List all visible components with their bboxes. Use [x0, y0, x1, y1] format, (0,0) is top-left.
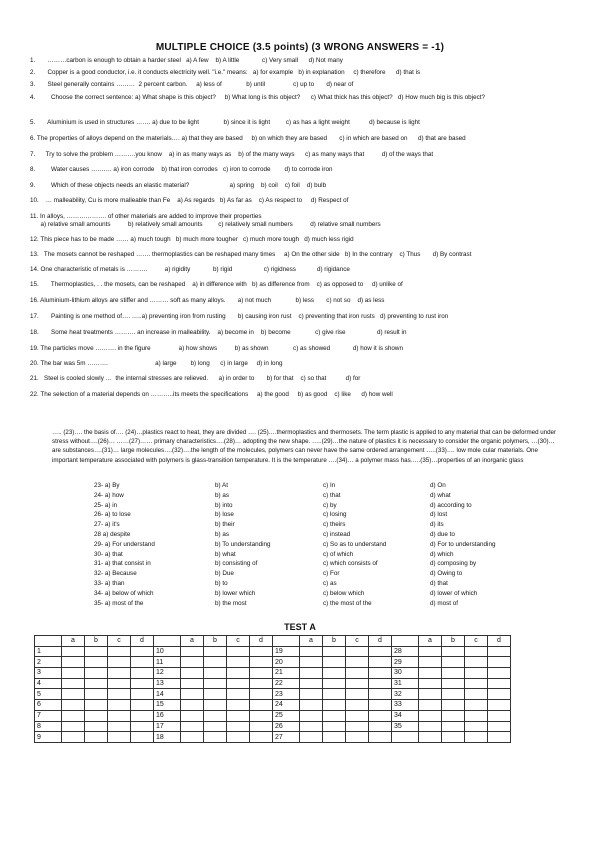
answer-row — [35, 646, 511, 657]
answer-cell-b[interactable] — [85, 732, 108, 743]
question-19: 19. The particles move ………. in the figure a) how shows b) as shown c) as showed d) how it is shown — [30, 345, 403, 352]
answer-sheet-table — [34, 635, 511, 743]
answer-cell-b[interactable] — [442, 710, 465, 721]
answer-cell-c[interactable] — [227, 689, 250, 700]
option-33-c: c) as — [323, 579, 337, 587]
answer-cell-b[interactable] — [442, 668, 465, 679]
question-number-cell: 15 — [154, 700, 181, 711]
question-number-cell: 34 — [392, 710, 419, 721]
answer-cell-c[interactable] — [346, 657, 369, 668]
question-number-cell — [392, 732, 419, 743]
option-23-c: c) In — [323, 482, 336, 489]
answer-cell-a[interactable] — [419, 700, 442, 711]
option-35-a: 35- a) most of the — [94, 599, 144, 607]
question-2: 2. Copper is a good conductor, i.e. it conducts electricity well. "i.e." means: a) for example b) in explanation c) therefore d) that is — [30, 69, 421, 76]
answer-row — [35, 668, 511, 679]
answer-cell-a[interactable] — [300, 678, 323, 689]
answer-cell-b[interactable] — [204, 700, 227, 711]
header-cell-c: c — [346, 636, 369, 647]
answer-cell-a[interactable] — [181, 668, 204, 679]
answer-cell-c[interactable] — [465, 732, 488, 743]
page-title: MULTIPLE CHOICE (3.5 points) (3 WRONG ANSWERS = -1) — [155, 42, 445, 53]
question-number-cell: 11 — [154, 657, 181, 668]
question-3: 3. Steel generally contains ……… 2 percent carbon. a) less of b) until c) up to d) near of — [30, 81, 354, 88]
question-number-cell: 28 — [392, 646, 419, 657]
header-cell-a: a — [62, 636, 85, 647]
answer-cell-c[interactable] — [108, 689, 131, 700]
option-24-b: b) as — [215, 491, 229, 499]
answer-cell-a[interactable] — [62, 710, 85, 721]
answer-cell-c[interactable] — [346, 700, 369, 711]
answer-cell-c[interactable] — [108, 710, 131, 721]
question-12: 12. This piece has to be made …… a) much tough b) much more tougher c) much more tough d) much less rigid — [30, 236, 354, 243]
answer-cell-b[interactable] — [85, 689, 108, 700]
question-number-cell: 32 — [392, 689, 419, 700]
answer-cell-d[interactable] — [131, 646, 154, 657]
cloze-passage: ….. (23)…. the basis of…. (24)…plastics react to heat, they are divided …. (25)….thermoplastics and thermosets. The term plastic is applied to any material that can be deformed under stress without….(26)… ……(27)…… primary characteristics….(28)… adopting the new shape. …..(29)…the nature of plastics it is necessary to consider the organic polymers, …(30)… are substances….(31)… large molecules….(32)….the length of the molecules, polymers can never have the same ordered arrangement …..(33)…. low mole cular materials. One important temperature associated with polymers is glass-transition temperature. It is the temperature ….(34)… a polymer mass has…..(35)…properties of an inorganic glass — [52, 429, 557, 464]
question-number-cell: 29 — [392, 657, 419, 668]
option-34-a: 34- a) below of which — [94, 589, 154, 597]
answer-cell-c[interactable] — [346, 710, 369, 721]
option-25-a: 25- a) in — [94, 501, 118, 509]
answer-cell-d[interactable] — [369, 668, 392, 679]
header-cell-a: a — [300, 636, 323, 647]
question-number-cell: 20 — [273, 657, 300, 668]
option-34-c: c) below which — [323, 589, 365, 597]
answer-cell-c[interactable] — [227, 646, 250, 657]
options-column-c — [323, 481, 386, 608]
option-28-d: d) due to — [430, 530, 455, 538]
answer-cell-a[interactable] — [181, 689, 204, 700]
question-22: 22. The selection of a material depends on ………..its meets the specifications a) the good b) as good c) like d) how well — [30, 391, 393, 398]
option-30-d: d) which — [430, 550, 454, 558]
answer-cell-b[interactable] — [204, 657, 227, 668]
question-number-cell: 18 — [154, 732, 181, 743]
answer-cell-d[interactable] — [131, 700, 154, 711]
answer-header-row — [35, 636, 511, 647]
question-number-cell: 9 — [35, 732, 62, 743]
option-28-c: c) instead — [323, 530, 351, 538]
answer-cell-a[interactable] — [300, 646, 323, 657]
answer-cell-a[interactable] — [181, 657, 204, 668]
answer-cell-c[interactable] — [465, 678, 488, 689]
option-26-c: c) losing — [323, 511, 347, 519]
question-7: 7. Try to solve the problem ……….you know a) in as many ways as b) of the many ways c) as many ways that d) of the ways that — [30, 151, 434, 158]
answer-cell-c[interactable] — [465, 668, 488, 679]
question-17: 17. Painting is one method of…. …..a) preventing iron from rusting b) causing iron rust c) preventing that iron rusts d) preventing to rust iron — [30, 313, 449, 320]
answer-cell-d[interactable] — [488, 732, 511, 743]
question-1: 1. ………carbon is enough to obtain a harder steel a) A few b) A little c) Very small d) Not many — [30, 57, 343, 64]
answer-cell-b[interactable] — [442, 700, 465, 711]
answer-cell-d[interactable] — [369, 689, 392, 700]
option-31-c: c) which consists of — [323, 560, 378, 568]
question-13: 13. The mosets cannot be reshaped ……. thermoplastics can be reshaped many times a) On the other side b) In the contrary c) Thus d) By contrast — [30, 251, 472, 258]
option-23-b: b) At — [215, 482, 228, 489]
answer-cell-b[interactable] — [323, 689, 346, 700]
answer-cell-a[interactable] — [300, 668, 323, 679]
answer-cell-b[interactable] — [204, 710, 227, 721]
option-34-b: b) lower which — [215, 589, 256, 597]
question-20: 20. The bar was 5m ………. a) large b) long c) in large d) in long — [30, 360, 283, 367]
answer-cell-d[interactable] — [250, 657, 273, 668]
answer-cell-a[interactable] — [300, 657, 323, 668]
answer-cell-b[interactable] — [204, 668, 227, 679]
answer-cell-a[interactable] — [181, 700, 204, 711]
question-21: 21. Steel is cooled slowly … the internal stresses are relieved. a) in order to b) for that c) so that d) for — [30, 375, 361, 382]
question-number-cell: 12 — [154, 668, 181, 679]
option-24-a: 24- a) how — [94, 491, 124, 499]
question-number-cell: 26 — [273, 721, 300, 732]
answer-cell-d[interactable] — [131, 668, 154, 679]
option-28-a: 28 a) despite — [94, 530, 131, 538]
answer-cell-b[interactable] — [85, 646, 108, 657]
header-cell-d: d — [131, 636, 154, 647]
answer-cell-a[interactable] — [181, 721, 204, 732]
option-25-d: d) according to — [430, 501, 472, 509]
answer-cell-c[interactable] — [108, 657, 131, 668]
answer-cell-d[interactable] — [369, 646, 392, 657]
answer-cell-d[interactable] — [369, 721, 392, 732]
answer-cell-d[interactable] — [131, 678, 154, 689]
option-35-c: c) the most of the — [323, 599, 372, 607]
question-4: 4. Choose the correct sentence: a) What shape is this object? b) What long is this object? c) What thick has this object? d) How much big is this object? — [30, 94, 485, 101]
question-number-cell: 21 — [273, 668, 300, 679]
answer-cell-c[interactable] — [346, 678, 369, 689]
question-number-cell: 35 — [392, 721, 419, 732]
answer-cell-b[interactable] — [85, 700, 108, 711]
answer-cell-c[interactable] — [227, 678, 250, 689]
answer-cell-c[interactable] — [108, 732, 131, 743]
option-29-b: b) To understanding — [215, 540, 271, 548]
option-25-b: b) into — [215, 501, 233, 509]
option-27-a: 27- a) it's — [94, 521, 120, 529]
option-35-b: b) the most — [215, 599, 247, 607]
option-24-c: c) that — [323, 491, 341, 499]
answer-cell-a[interactable] — [419, 689, 442, 700]
option-31-a: 31- a) that consist in — [94, 560, 151, 568]
question-number-cell: 16 — [154, 710, 181, 721]
answer-cell-b[interactable] — [204, 721, 227, 732]
answer-cell-d[interactable] — [250, 678, 273, 689]
question-14: 14. One characteristic of metals is ………. a) rigidity b) rigid c) rigidness d) rigidance — [30, 266, 350, 273]
answer-cell-d[interactable] — [488, 710, 511, 721]
option-31-b: b) consisting of — [215, 560, 258, 568]
answer-cell-a[interactable] — [62, 657, 85, 668]
answer-cell-c[interactable] — [108, 678, 131, 689]
option-32-a: 32- a) Because — [94, 570, 137, 578]
option-33-a: 33- a) than — [94, 579, 125, 587]
question-number-cell: 4 — [35, 678, 62, 689]
question-number-cell: 2 — [35, 657, 62, 668]
question-number-cell: 14 — [154, 689, 181, 700]
answer-cell-b[interactable] — [85, 721, 108, 732]
question-8: 8. Water causes ………. a) iron corrode b) that iron corrodes c) iron to corrode d) to corrode iron — [30, 166, 333, 173]
question-number-cell: 5 — [35, 689, 62, 700]
answer-cell-a[interactable] — [181, 710, 204, 721]
option-29-d: d) For to understanding — [430, 540, 496, 548]
question-6: 6. The properties of alloys depend on the materials…. a) that they are based b) on which they are based c) in which are based on d) that are based — [30, 135, 466, 142]
answer-row — [35, 689, 511, 700]
header-blank-cell — [35, 636, 62, 647]
option-29-a: 29- a) For understand — [94, 540, 155, 548]
answer-cell-b[interactable] — [85, 678, 108, 689]
question-number-cell: 30 — [392, 668, 419, 679]
answer-cell-a[interactable] — [419, 732, 442, 743]
answer-cell-d[interactable] — [131, 689, 154, 700]
answer-cell-a[interactable] — [62, 721, 85, 732]
option-28-b: b) as — [215, 530, 229, 538]
answer-cell-d[interactable] — [369, 710, 392, 721]
question-15: 15. Thermoplastics, . . the mosets, can be reshaped a) in difference with b) as difference from c) as opposed to d) unlike of — [30, 281, 403, 288]
answer-cell-b[interactable] — [442, 657, 465, 668]
option-27-c: c) theirs — [323, 521, 346, 529]
option-31-d: d) composing by — [430, 560, 477, 568]
answer-cell-d[interactable] — [131, 721, 154, 732]
answer-row — [35, 678, 511, 689]
answer-cell-d[interactable] — [250, 700, 273, 711]
answer-cell-c[interactable] — [346, 721, 369, 732]
question-number-cell: 31 — [392, 678, 419, 689]
answer-cell-c[interactable] — [465, 646, 488, 657]
option-26-d: d) lost — [430, 511, 448, 519]
answer-cell-b[interactable] — [323, 732, 346, 743]
question-number-cell: 1 — [35, 646, 62, 657]
answer-cell-a[interactable] — [419, 710, 442, 721]
answer-cell-c[interactable] — [465, 700, 488, 711]
answer-cell-b[interactable] — [204, 732, 227, 743]
question-18: 18. Some heat treatments ………. an increase in malleability. a) become in b) become c) give rise d) result in — [30, 329, 407, 336]
option-35-d: d) most of — [430, 599, 458, 607]
option-34-d: d) lower of which — [430, 589, 478, 597]
answer-cell-b[interactable] — [323, 668, 346, 679]
answer-cell-d[interactable] — [131, 732, 154, 743]
option-27-d: d) its — [430, 521, 444, 529]
header-cell-c: c — [108, 636, 131, 647]
option-33-b: b) to — [215, 579, 228, 587]
answer-cell-c[interactable] — [227, 668, 250, 679]
answer-cell-d[interactable] — [250, 689, 273, 700]
answer-cell-a[interactable] — [62, 689, 85, 700]
answer-cell-d[interactable] — [488, 657, 511, 668]
option-32-c: c) For — [323, 570, 340, 578]
header-blank-cell — [392, 636, 419, 647]
answer-cell-a[interactable] — [62, 678, 85, 689]
answer-cell-b[interactable] — [442, 646, 465, 657]
answer-cell-a[interactable] — [62, 732, 85, 743]
test-label: TEST A — [284, 622, 316, 632]
question-number-cell: 7 — [35, 710, 62, 721]
answer-cell-a[interactable] — [419, 657, 442, 668]
answer-cell-d[interactable] — [250, 721, 273, 732]
answer-cell-a[interactable] — [300, 732, 323, 743]
question-number-cell: 24 — [273, 700, 300, 711]
option-25-c: c) by — [323, 501, 337, 509]
option-26-a: 26- a) to lose — [94, 511, 131, 519]
header-cell-c: c — [465, 636, 488, 647]
question-number-cell: 19 — [273, 646, 300, 657]
answer-cell-a[interactable] — [419, 646, 442, 657]
header-cell-d: d — [488, 636, 511, 647]
question-number-cell: 25 — [273, 710, 300, 721]
answer-row — [35, 700, 511, 711]
question-number-cell: 33 — [392, 700, 419, 711]
answer-cell-c[interactable] — [108, 668, 131, 679]
options-column-a — [94, 481, 155, 608]
header-cell-b: b — [442, 636, 465, 647]
option-26-b: b) lose — [215, 511, 234, 519]
answer-cell-c[interactable] — [346, 732, 369, 743]
answer-cell-b[interactable] — [204, 689, 227, 700]
option-23-a: 23- a) By — [94, 482, 120, 489]
answer-cell-d[interactable] — [250, 732, 273, 743]
answer-cell-b[interactable] — [323, 657, 346, 668]
option-30-b: b) what — [215, 550, 236, 558]
answer-cell-c[interactable] — [346, 689, 369, 700]
question-number-cell: 17 — [154, 721, 181, 732]
answer-cell-c[interactable] — [465, 710, 488, 721]
answer-cell-d[interactable] — [488, 678, 511, 689]
answer-cell-a[interactable] — [62, 668, 85, 679]
answer-cell-b[interactable] — [85, 657, 108, 668]
answer-cell-a[interactable] — [181, 678, 204, 689]
option-27-b: b) their — [215, 521, 235, 529]
option-23-d: d) On — [430, 482, 446, 489]
option-32-b: b) Due — [215, 570, 234, 578]
question-10: 10. … malleability, Cu is more malleable than Fe a) As regards b) As far as c) As respect to d) Respect of — [30, 197, 349, 204]
answer-cell-b[interactable] — [323, 700, 346, 711]
header-blank-cell — [154, 636, 181, 647]
answer-cell-a[interactable] — [419, 668, 442, 679]
header-cell-a: a — [419, 636, 442, 647]
option-32-d: d) Owing to — [430, 570, 463, 578]
answer-cell-a[interactable] — [300, 721, 323, 732]
answer-cell-b[interactable] — [442, 689, 465, 700]
answer-cell-a[interactable] — [62, 646, 85, 657]
question-number-cell: 23 — [273, 689, 300, 700]
answer-cell-d[interactable] — [369, 700, 392, 711]
question-5: 5. Aluminium is used in structures ……. a) due to be light b) since it is light c) as has a light weight d) because is light — [30, 119, 420, 126]
answer-cell-d[interactable] — [250, 646, 273, 657]
header-cell-d: d — [250, 636, 273, 647]
question-number-cell: 10 — [154, 646, 181, 657]
answer-cell-d[interactable] — [488, 689, 511, 700]
answer-cell-a[interactable] — [181, 646, 204, 657]
answer-cell-d[interactable] — [488, 668, 511, 679]
header-cell-b: b — [85, 636, 108, 647]
answer-row — [35, 721, 511, 732]
answer-cell-a[interactable] — [300, 689, 323, 700]
answer-row — [35, 710, 511, 721]
option-33-d: d) that — [430, 579, 448, 587]
answer-cell-b[interactable] — [442, 732, 465, 743]
answer-cell-b[interactable] — [204, 646, 227, 657]
header-cell-b: b — [204, 636, 227, 647]
answer-cell-c[interactable] — [346, 646, 369, 657]
answer-cell-b[interactable] — [85, 668, 108, 679]
options-column-b — [215, 481, 271, 608]
answer-cell-c[interactable] — [108, 721, 131, 732]
question-11: 11. In alloys, ………………. of other materials are added to improve their properties a) relative small amounts b) relatively small amounts c) relatively small numbers d) relative small numbers — [30, 213, 381, 229]
answer-cell-c[interactable] — [465, 721, 488, 732]
answer-cell-b[interactable] — [204, 678, 227, 689]
answer-cell-b[interactable] — [442, 678, 465, 689]
header-cell-a: a — [181, 636, 204, 647]
answer-cell-c[interactable] — [227, 657, 250, 668]
answer-cell-c[interactable] — [346, 668, 369, 679]
header-cell-d: d — [369, 636, 392, 647]
answer-cell-c[interactable] — [108, 646, 131, 657]
question-number-cell: 22 — [273, 678, 300, 689]
answer-cell-c[interactable] — [465, 657, 488, 668]
answer-cell-b[interactable] — [323, 710, 346, 721]
answer-cell-c[interactable] — [227, 721, 250, 732]
answer-cell-d[interactable] — [369, 732, 392, 743]
answer-cell-c[interactable] — [227, 700, 250, 711]
answer-cell-a[interactable] — [300, 710, 323, 721]
answer-cell-a[interactable] — [419, 721, 442, 732]
option-24-d: d) what — [430, 491, 451, 499]
answer-cell-a[interactable] — [181, 732, 204, 743]
question-9: 9. Which of these objects needs an elastic material? a) spring b) coil c) foil d) bulb — [30, 182, 327, 189]
question-number-cell: 8 — [35, 721, 62, 732]
answer-row — [35, 732, 511, 743]
header-blank-cell — [273, 636, 300, 647]
options-column-d — [430, 481, 495, 608]
answer-cell-d[interactable] — [488, 700, 511, 711]
header-cell-c: c — [227, 636, 250, 647]
question-number-cell: 27 — [273, 732, 300, 743]
answer-cell-c[interactable] — [108, 700, 131, 711]
option-30-a: 30- a) that — [94, 550, 123, 558]
answer-cell-c[interactable] — [227, 732, 250, 743]
answer-cell-c[interactable] — [465, 689, 488, 700]
answer-cell-b[interactable] — [442, 721, 465, 732]
answer-row — [35, 657, 511, 668]
option-30-c: c) of which — [323, 550, 354, 558]
answer-cell-a[interactable] — [419, 678, 442, 689]
answer-cell-d[interactable] — [369, 657, 392, 668]
answer-cell-d[interactable] — [488, 721, 511, 732]
option-29-c: c) So as to understand — [323, 540, 387, 548]
answer-cell-d[interactable] — [488, 646, 511, 657]
answer-cell-d[interactable] — [131, 710, 154, 721]
answer-cell-d[interactable] — [131, 657, 154, 668]
answer-cell-d[interactable] — [250, 668, 273, 679]
question-number-cell: 3 — [35, 668, 62, 679]
question-number-cell: 13 — [154, 678, 181, 689]
question-16: 16. Aluminium-lithium alloys are stiffer and ……… soft as many alloys. a) not much b) less c) not so d) as less — [30, 297, 385, 304]
header-cell-b: b — [323, 636, 346, 647]
answer-cell-c[interactable] — [227, 710, 250, 721]
answer-cell-d[interactable] — [369, 678, 392, 689]
answer-cell-a[interactable] — [300, 700, 323, 711]
question-number-cell: 6 — [35, 700, 62, 711]
answer-cell-b[interactable] — [85, 710, 108, 721]
answer-cell-b[interactable] — [323, 678, 346, 689]
answer-cell-a[interactable] — [62, 700, 85, 711]
answer-cell-b[interactable] — [323, 721, 346, 732]
answer-cell-d[interactable] — [250, 710, 273, 721]
answer-cell-b[interactable] — [323, 646, 346, 657]
